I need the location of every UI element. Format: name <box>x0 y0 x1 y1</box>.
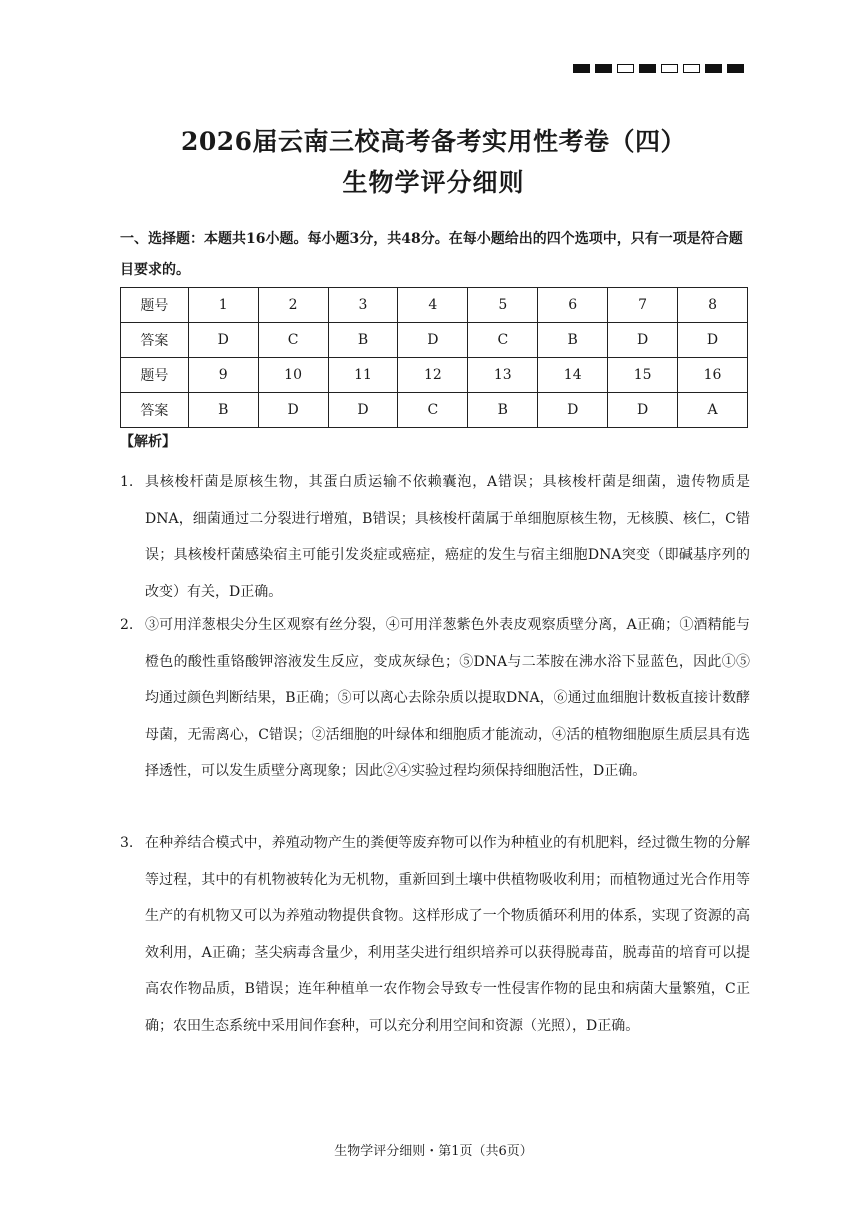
answer-table-cell: 12 <box>398 358 468 393</box>
answer-table-cell: 10 <box>258 358 328 393</box>
answer-table-cell: D <box>538 393 608 428</box>
header-mark <box>595 64 612 73</box>
answer-table-row <box>121 393 748 428</box>
answer-table-cell: 8 <box>678 288 748 323</box>
explanation-text: 具核梭杆菌是原核生物，其蛋白质运输不依赖囊泡，A错误；具核梭杆菌是细菌，遗传物质是DNA，细菌通过二分裂进行增殖，B错误；具核梭杆菌属于单细胞原核生物，无核膜、核仁，C错误；具核梭杆菌感染宿主可能引发炎症或癌症，癌症的发生与宿主细胞DNA突变（即碱基序列的改变）有关，D正确。 <box>145 474 750 600</box>
header-mark <box>727 64 744 73</box>
answer-table-cell: C <box>468 323 538 358</box>
answer-table-cell: B <box>328 323 398 358</box>
answer-table-cell: 16 <box>678 358 748 393</box>
explanation-number: 1. <box>120 474 134 490</box>
answer-table-cell: 9 <box>188 358 258 393</box>
answer-table-cell: 11 <box>328 358 398 393</box>
answer-table-cell: D <box>398 323 468 358</box>
answer-table-cell: D <box>608 393 678 428</box>
answer-table-cell: D <box>328 393 398 428</box>
analysis-heading: 【解析】 <box>120 434 176 450</box>
explanation-text: ③可用洋葱根尖分生区观察有丝分裂，④可用洋葱紫色外表皮观察质壁分离，A正确；①酒精能与橙色的酸性重铬酸钾溶液发生反应，变成灰绿色；⑤DNA与二苯胺在沸水浴下显蓝色，因此①⑤均通过颜色判断结果，B正确；⑤可以离心去除杂质以提取DNA，⑥通过血细胞计数板直接计数酵母菌，无需离心，C错误；②活细胞的叶绿体和细胞质才能流动，④活的植物细胞原生质层具有选择透性，可以发生质壁分离现象；因此②④实验过程均须保持细胞活性，D正确。 <box>145 617 750 779</box>
section-instruction: 一、选择题：本题共16小题。每小题3分，共48分。在每小题给出的四个选项中，只有一项是符合题目要求的。 <box>120 231 743 278</box>
explanation-number: 2. <box>120 617 134 633</box>
header-mark <box>573 64 590 73</box>
explanation-item <box>120 464 750 610</box>
document-title: 2026届云南三校高考备考实用性考卷（四） <box>180 127 687 156</box>
answer-table-cell: D <box>678 323 748 358</box>
answer-table-cell: 6 <box>538 288 608 323</box>
answer-table-row-header: 题号 <box>121 288 189 323</box>
header-mark <box>617 64 634 73</box>
answer-table-cell: B <box>538 323 608 358</box>
answer-table-cell: D <box>608 323 678 358</box>
answer-table-cell: 14 <box>538 358 608 393</box>
answer-table-row <box>121 288 748 323</box>
document-subtitle: 生物学评分细则 <box>342 168 525 197</box>
answer-table-cell: D <box>188 323 258 358</box>
answer-table-cell: 15 <box>608 358 678 393</box>
explanation-text: 在种养结合模式中，养殖动物产生的粪便等废弃物可以作为种植业的有机肥料，经过微生物的分解等过程，其中的有机物被转化为无机物，重新回到土壤中供植物吸收利用；而植物通过光合作用等生产的有机物又可以为养殖动物提供食物。这样形成了一个物质循环利用的体系，实现了资源的高效利用，A正确；茎尖病毒含量少，利用茎尖进行组织培养可以获得脱毒苗，脱毒苗的培育可以提高农作物品质，B错误；连年种植单一农作物会导致专一性侵害作物的昆虫和病菌大量繁殖，C正确；农田生态系统中采用间作套种，可以充分利用空间和资源（光照），D正确。 <box>145 835 750 1034</box>
header-mark <box>661 64 678 73</box>
answer-table-row-header: 答案 <box>121 323 189 358</box>
header-mark <box>705 64 722 73</box>
answer-table-cell: C <box>398 393 468 428</box>
answer-table <box>120 287 748 428</box>
header-mark <box>683 64 700 73</box>
explanation-number: 3. <box>120 835 134 851</box>
answer-table-cell: B <box>188 393 258 428</box>
answer-table-cell: 5 <box>468 288 538 323</box>
header-mark <box>639 64 656 73</box>
answer-table-row <box>121 358 748 393</box>
answer-table-row <box>121 323 748 358</box>
answer-table-cell: C <box>258 323 328 358</box>
answer-table-cell: 4 <box>398 288 468 323</box>
answer-table-row-header: 题号 <box>121 358 189 393</box>
answer-table-cell: D <box>258 393 328 428</box>
answer-table-row-header: 答案 <box>121 393 189 428</box>
explanation-item <box>120 825 750 1044</box>
answer-table-cell: B <box>468 393 538 428</box>
answer-table-cell: 1 <box>188 288 258 323</box>
explanation-item <box>120 607 750 790</box>
header-marks <box>573 64 744 73</box>
answer-table-cell: 2 <box>258 288 328 323</box>
page-footer: 生物学评分细则・第1页（共6页） <box>334 1144 533 1159</box>
answer-table-cell: A <box>678 393 748 428</box>
answer-table-cell: 3 <box>328 288 398 323</box>
answer-table-cell: 7 <box>608 288 678 323</box>
answer-table-cell: 13 <box>468 358 538 393</box>
